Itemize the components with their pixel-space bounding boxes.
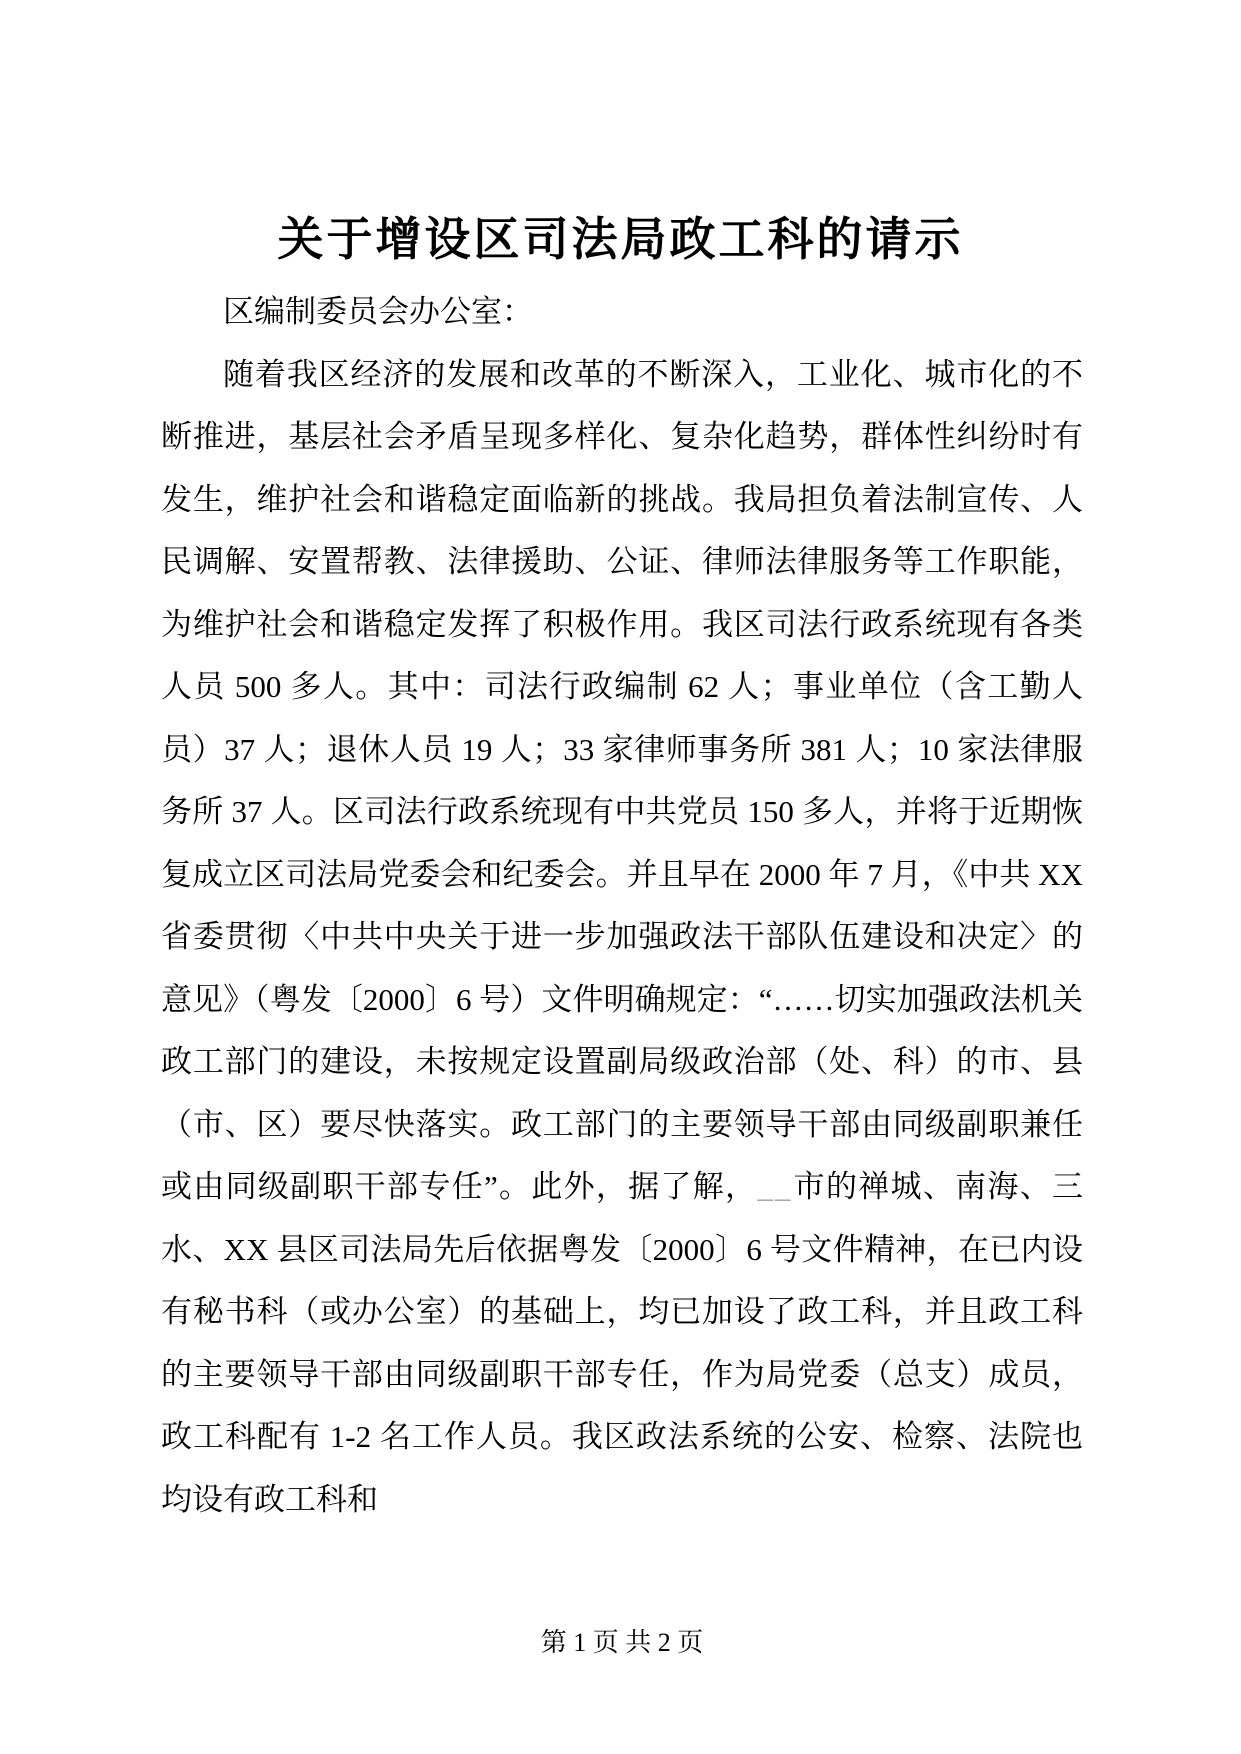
paragraph-text-part2: 市的禅城、南海、三水、XX 县区司法局先后依据粤发〔2000〕6 号文件精神，在已内设有秘书科（或办公室）的基础上，均已加设了政工科，并且政工科的主要领导干部由同级副职干部专任，作为局党委（总支）成员，政工科配有 1-2 名工作人员。我区政法系统的公安、检察、法院也均设有政工科和 [161,1169,1084,1517]
salutation-line [161,281,1083,344]
salutation-text: 区编制委员会办公室： [223,294,533,329]
body-paragraph [161,344,1083,1532]
document-body [161,281,1083,1531]
paragraph-text-part1: 随着我区经济的发展和改革的不断深入，工业化、城市化的不断推进，基层社会矛盾呈现多样化、复杂化趋势，群体性纠纷时有发生，维护社会和谐稳定面临新的挑战。我局担负着法制宣传、人民调解、安置帮教、法律援助、公证、律师法律服务等工作职能，为维护社会和谐稳定发挥了积极作用。我区司法行政系统现有各类人员 500 多人。其中：司法行政编制 62 人；事业单位（含工勤人员）37 人；退休人员 19 人；33 家律师事务所 381 人；10 家法律服务所 37 人。区司法行政系统现有中共党员 150 多人，并将于近期恢复成立区司法局党委会和纪委会。并且早在 2000 年 7 月，《中共 XX 省委贯彻〈中共中央关于进一步加强政法干部队伍建设和决定〉的意见》（粤发〔2000〕6 号）文件明确规定：“……切实加强政法机关政工部门的建设，未按规定设置副局级政治部（处、科）的市、县（市、区）要尽快落实。政工部门的主要领导干部由同级副职兼任或由同级副职干部专任”。此外，据了解， [161,356,1083,1204]
page-footer [161,1622,1083,1659]
page-number-text: 第 1 页 共 2 页 [540,1628,704,1657]
document-title: 关于增设区司法局政工科的请示 [277,213,964,265]
fill-in-blank-underline: __ [757,1169,793,1204]
